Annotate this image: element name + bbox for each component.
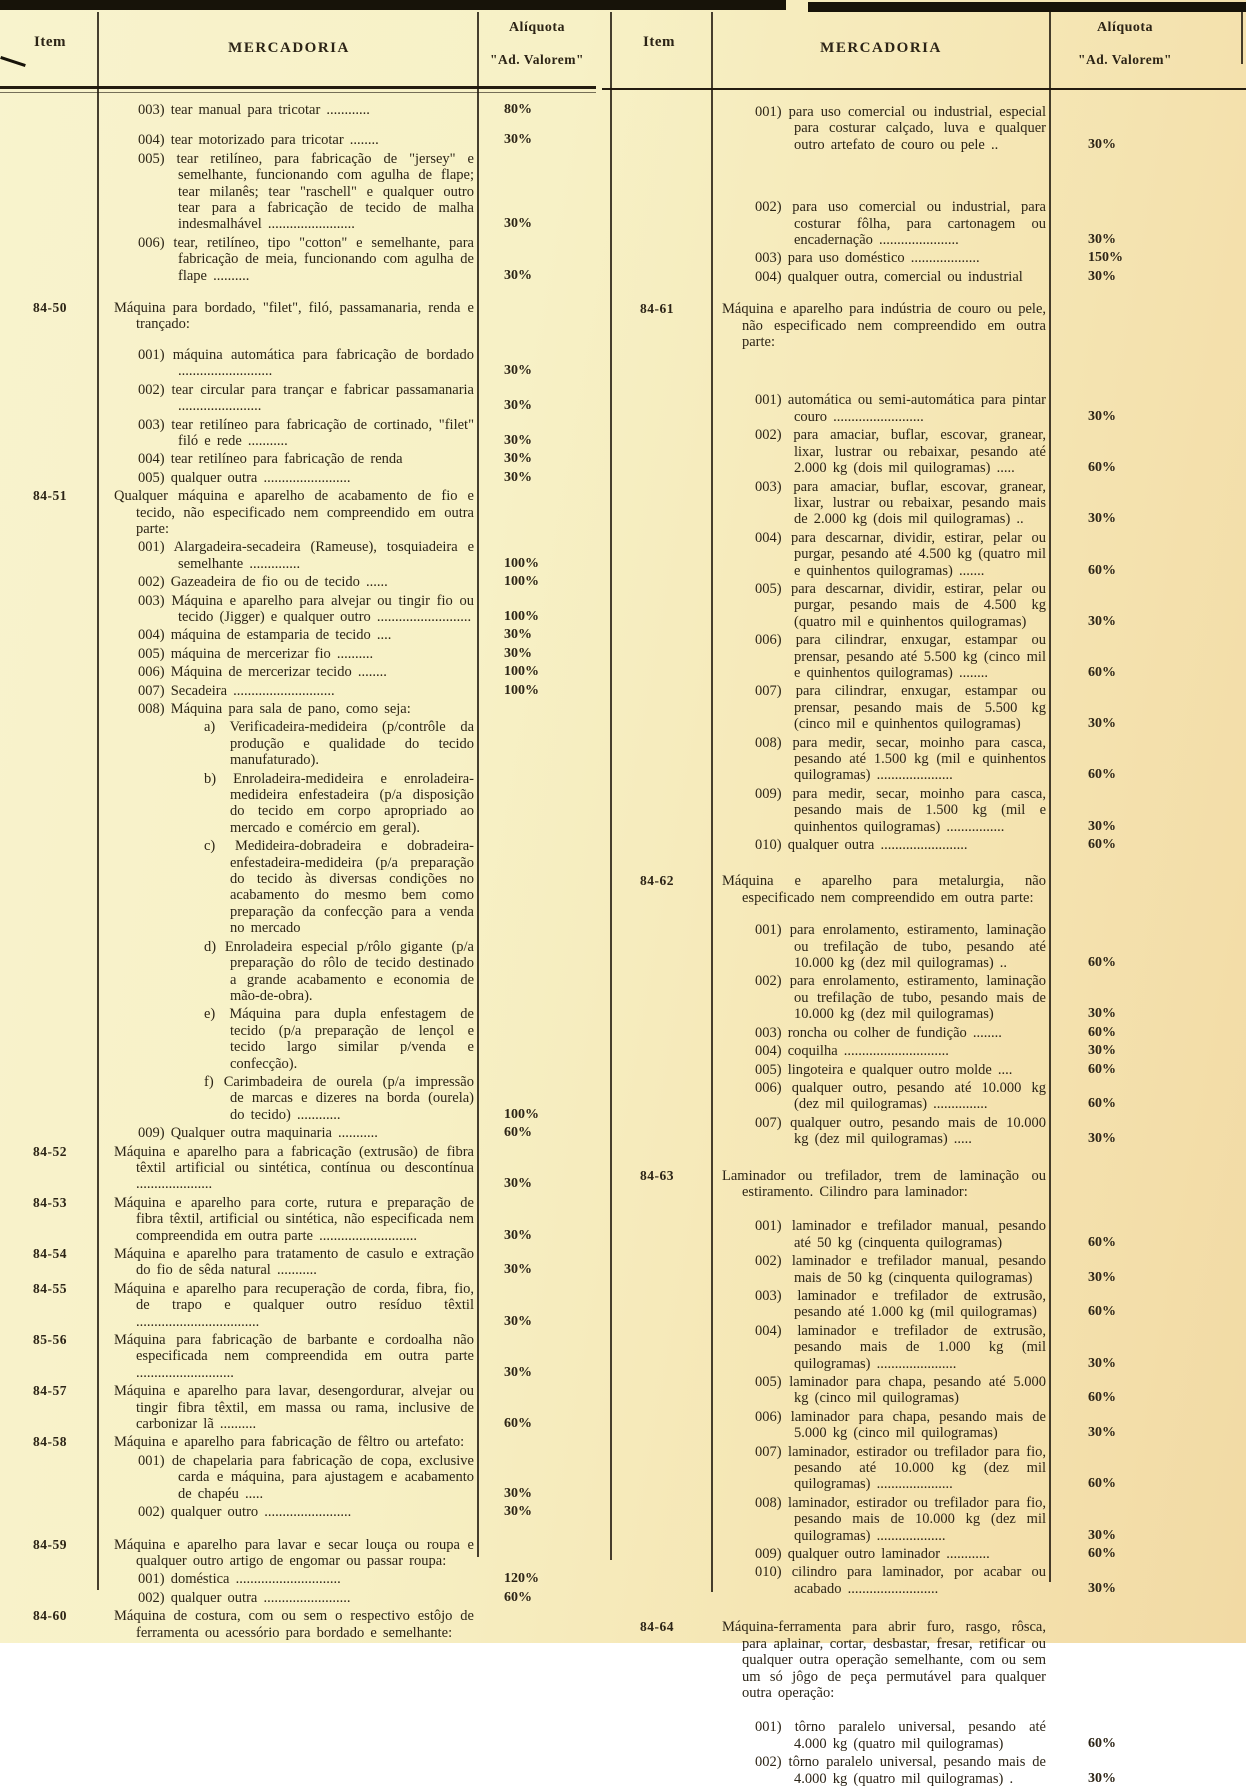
tariff-row: [602, 1062, 1246, 1078]
row-rate: 60%: [504, 1589, 532, 1605]
tariff-row: [0, 1537, 596, 1570]
tariff-row: [0, 1125, 596, 1141]
tariff-row: [602, 581, 1246, 630]
tariff-row: [602, 683, 1246, 732]
row-rate: 60%: [1088, 955, 1116, 971]
row-rate: 30%: [1088, 1006, 1116, 1022]
row-description: 002) qualquer outro ........................: [138, 1504, 352, 1521]
row-rate: 100%: [504, 608, 539, 624]
tariff-row: [0, 488, 596, 537]
row-rate: 60%: [1088, 1096, 1116, 1112]
tariff-row: [0, 627, 596, 643]
tariff-row: [0, 771, 596, 837]
tariff-row: [0, 683, 596, 699]
tariff-row: [0, 151, 596, 233]
tariff-row: [0, 1590, 596, 1606]
row-description: 002) laminador e trefilador manual, pesando mais de 50 kg (cinquenta quilogramas): [755, 1253, 1046, 1286]
tariff-row: [602, 199, 1246, 248]
row-rate: 30%: [504, 1364, 532, 1380]
tariff-row: [602, 1115, 1246, 1148]
row-description: Máquina e aparelho para a fabricação (extrusão) de fibra têxtil artificial ou sintética, contínua ou descontínua .....................: [114, 1143, 474, 1193]
row-rate: 100%: [504, 574, 539, 590]
row-rate: 30%: [504, 1262, 532, 1278]
row-description: 002) qualquer outra ........................: [138, 1589, 351, 1606]
row-rate: 30%: [504, 627, 532, 643]
right-column-header-item: Item: [643, 34, 675, 50]
row-rate: 30%: [504, 1504, 532, 1520]
row-description: 008) para medir, secar, moinho para casca, pesando até 1.500 kg (mil e quinhentos quilogramas) .....................: [755, 734, 1046, 784]
row-description: Máquina e aparelho para lavar, desengordurar, alvejar ou tingir fibra têxtil, em massa ou rama, inclusive de carbonizar lã ..........: [114, 1383, 474, 1433]
row-rate: 30%: [504, 432, 532, 448]
tariff-row: [602, 250, 1246, 266]
row-rate: 60%: [1088, 1024, 1116, 1040]
row-description: 002) para amaciar, buflar, escovar, granear, lixar, lustrar ou rebaixar, pesando até 2.000 kg (dois mil quilogramas) .....: [755, 427, 1046, 477]
tariff-row: [0, 1006, 596, 1072]
tariff-row: [602, 392, 1246, 425]
tariff-row: [602, 301, 1246, 350]
row-description: Máquina de costura, com ou sem o respectivo estôjo de ferramenta ou acessório para bordado e semelhante:: [114, 1608, 474, 1641]
tariff-row: [602, 479, 1246, 528]
row-description: 001) laminador e trefilador manual, pesando até 50 kg (cinquenta quilogramas): [755, 1218, 1046, 1251]
row-description: Máquina e aparelho para indústria de couro ou pele, não especificado nem compreendido em outra parte:: [722, 301, 1046, 351]
left-table-body: [0, 96, 596, 1641]
tariff-row: [602, 837, 1246, 853]
row-description: 002) tear circular para trançar e fabricar passamanaria .......................: [138, 381, 474, 415]
row-description: 001) de chapelaria para fabricação de copa, exclusive carda e máquina, para ajustagem e acabamento de chapéu .....: [138, 1452, 474, 1502]
row-rate: 30%: [504, 451, 532, 467]
tariff-row: [602, 269, 1246, 285]
row-rate: 30%: [504, 132, 532, 148]
tariff-row: [0, 1571, 596, 1587]
row-description: 003) para amaciar, buflar, escovar, granear, lixar, lustrar ou rebaixar, pesando mais de 2.000 kg (dois mil quilogramas) ..: [755, 478, 1046, 528]
row-rate: 60%: [1088, 562, 1116, 578]
item-code: 84-57: [33, 1383, 67, 1399]
row-rate: 100%: [504, 1106, 539, 1122]
row-rate: 100%: [504, 682, 539, 698]
row-rate: 30%: [504, 1176, 532, 1192]
row-rate: 80%: [504, 102, 532, 117]
row-description: 003) roncha ou colher de fundição ........: [755, 1024, 1002, 1041]
row-description: 005) qualquer outra ........................: [138, 469, 351, 486]
tariff-row: [0, 300, 596, 333]
top-bar-right: [808, 2, 1246, 12]
row-description: 002) para uso comercial ou industrial, para costurar fôlha, para cartonagem ou encadernação ......................: [755, 199, 1046, 249]
row-description: Laminador ou trefilador, trem de laminação ou estiramento. Cilindro para laminador:: [722, 1167, 1046, 1200]
row-rate: 30%: [504, 216, 532, 232]
tariff-row: [0, 132, 596, 148]
row-rate: 100%: [504, 664, 539, 680]
tariff-row: [602, 1288, 1246, 1321]
left-column-header-mercadoria: MERCADORIA: [228, 40, 350, 56]
row-rate: 30%: [1088, 1355, 1116, 1371]
row-rate: 60%: [1088, 767, 1116, 783]
left-header-rule: [0, 86, 596, 89]
right-table-body: [602, 96, 1246, 1787]
item-code: 84-62: [640, 873, 674, 889]
tariff-row: [602, 632, 1246, 681]
tariff-row: [602, 1168, 1246, 1201]
row-rate: 60%: [504, 1416, 532, 1432]
tariff-row: [602, 104, 1246, 153]
tariff-row: [602, 1546, 1246, 1562]
tariff-row: [602, 973, 1246, 1022]
tariff-row: [0, 1246, 596, 1279]
item-code: 84-58: [33, 1434, 67, 1450]
tariff-row: [0, 1332, 596, 1381]
row-description: 004) máquina de estamparia de tecido ....: [138, 627, 392, 644]
row-rate: 30%: [1088, 1527, 1116, 1543]
item-code: 84-63: [640, 1167, 674, 1183]
tariff-row: [602, 786, 1246, 835]
item-code: 84-61: [640, 301, 674, 317]
row-description: 005) tear retilíneo, para fabricação de "jersey" e semelhante, funcionando com agulha de flape; tear milanês; tear "raschell" e qualquer outro tear para a fabricação de tecido de malha indesmalhável ........................: [138, 150, 474, 233]
tariff-row: [0, 838, 596, 936]
row-rate: 30%: [504, 1485, 532, 1501]
row-rate: 30%: [504, 469, 532, 485]
tariff-row: [602, 1409, 1246, 1442]
row-description: 007) qualquer outro, pesando mais de 10.000 kg (dez mil quilogramas) .....: [755, 1114, 1046, 1148]
tariff-row: [602, 530, 1246, 579]
row-description: 003) laminador e trefilador de extrusão, pesando até 1.000 kg (mil quilogramas): [755, 1287, 1046, 1321]
tariff-row: [0, 646, 596, 662]
row-rate: 30%: [1088, 511, 1116, 527]
row-description: 010) cilindro para laminador, por acabar ou acabado .........................: [755, 1564, 1046, 1597]
row-description: 007) laminador, estirador ou trefilador para fio, pesando até 10.000 kg (dez mil quilogramas) .....................: [755, 1443, 1046, 1493]
row-description: d) Enroladeira especial p/rôlo gigante (p/a preparação do rôlo de tecido destinado a grande acabamento e economia de mão-de-obra).: [204, 938, 474, 1004]
row-rate: 60%: [504, 1125, 532, 1141]
row-rate: 30%: [1088, 408, 1116, 424]
right-column-header-aliquota: Alíquota: [1096, 20, 1154, 35]
tariff-row: [0, 102, 596, 118]
tariff-row: [602, 427, 1246, 476]
row-description: 003) Máquina e aparelho para alvejar ou tingir fio ou tecido (Jigger) e qualquer outro ..........................: [138, 592, 474, 625]
row-rate: 30%: [504, 398, 532, 414]
row-rate: 60%: [1088, 1061, 1116, 1077]
item-code: 84-53: [33, 1194, 67, 1210]
row-description: 004) tear retilíneo para fabricação de renda: [138, 451, 403, 468]
row-rate: 30%: [504, 363, 532, 379]
tariff-row: [0, 539, 596, 572]
tariff-row: [602, 1619, 1246, 1701]
item-code: 84-55: [33, 1280, 67, 1296]
item-code: 84-64: [640, 1619, 674, 1635]
row-rate: 30%: [1088, 818, 1116, 834]
tariff-row: [602, 735, 1246, 784]
row-description: 003) para uso doméstico ...................: [755, 250, 980, 267]
row-description: Máquina e aparelho para lavar e secar louça ou roupa e qualquer outro artigo de engomar ou passar roupa:: [114, 1536, 474, 1569]
item-code: 84-52: [33, 1143, 67, 1159]
tariff-row: [602, 1043, 1246, 1059]
row-rate: 30%: [1088, 136, 1116, 152]
row-description: 004) laminador e trefilador de extrusão, pesando mais de 1.000 kg (mil quilogramas) ......................: [755, 1322, 1046, 1372]
row-description: 005) para descarnar, dividir, estirar, pelar ou purgar, pesando mais de 4.500 kg (quatro mil e quinhentos quilogramas): [755, 580, 1046, 630]
item-code: 84-50: [33, 300, 67, 316]
row-description: 007) Secadeira ............................: [138, 682, 335, 699]
row-description: Máquina e aparelho para fabricação de fêltro ou artefato:: [114, 1434, 465, 1451]
tariff-row: [602, 1253, 1246, 1286]
row-description: 009) para medir, secar, moinho para casca, pesando mais de 1.500 kg (mil e quinhentos quilogramas) ................: [755, 785, 1046, 835]
row-description: 004) qualquer outra, comercial ou industrial: [755, 268, 1023, 285]
row-rate: 30%: [504, 267, 532, 283]
row-rate: 30%: [1088, 716, 1116, 732]
tariff-row: [0, 1144, 596, 1193]
row-description: 002) tôrno paralelo universal, pesando mais de 4.000 kg (quatro mil quilogramas) .: [755, 1754, 1046, 1787]
row-description: c) Medideira-dobradeira e dobradeira-enfestadeira-medideira (p/a preparação do tecido às diversas condições no acabamento do mesmo bem como preparação da confecção para a venda no mercado: [204, 838, 474, 937]
row-description: 002) Gazeadeira de fio ou de tecido ......: [138, 574, 388, 591]
row-description: 006) laminador para chapa, pesando mais de 5.000 kg (cinco mil quilogramas): [755, 1408, 1046, 1442]
tariff-row: [602, 1374, 1246, 1407]
row-rate: 100%: [504, 555, 539, 571]
row-rate: 30%: [1088, 1131, 1116, 1147]
row-description: 001) para enrolamento, estiramento, laminação ou trefilação de tubo, pesando até 10.000 kg (dez mil quilogramas) ..: [755, 922, 1046, 972]
row-rate: 60%: [1088, 1735, 1116, 1751]
row-description: 005) máquina de mercerizar fio ..........: [138, 645, 374, 662]
tariff-row: [0, 1074, 596, 1123]
tariff-row: [0, 574, 596, 590]
item-code: 84-60: [33, 1608, 67, 1624]
row-description: 005) lingoteira e qualquer outro molde ....: [755, 1061, 1013, 1078]
row-description: b) Enroladeira-medideira e enroladeira-medideira enfestadeira (p/a disposição do tecido em corpo apropriado ao mercado e comércio em geral).: [204, 770, 474, 836]
tariff-row: [602, 1495, 1246, 1544]
top-bar-left: [0, 0, 786, 10]
tariff-row: [0, 382, 596, 415]
tariff-row: [0, 593, 596, 626]
row-rate: 60%: [1088, 664, 1116, 680]
row-description: Máquina e aparelho para corte, rutura e preparação de fibra têxtil, artificial ou sintética, não especificada nem compreendida em outra parte ...........................: [114, 1194, 474, 1244]
left-column-header-aliquota: Alíquota: [508, 20, 566, 35]
row-description: e) Máquina para dupla enfestagem de tecido (p/a preparação de lençol e tecido largo similar p/venda e confecção).: [204, 1006, 474, 1072]
row-description: 003) tear manual para tricotar ............: [138, 102, 370, 118]
row-description: Máquina e aparelho para tratamento de casulo e extração do fio de sêda natural ...........: [114, 1246, 474, 1279]
row-description: Máquina e aparelho para metalurgia, não especificado nem compreendido em outra parte:: [722, 873, 1046, 906]
tariff-row: [602, 1218, 1246, 1251]
row-rate: 120%: [504, 1571, 539, 1587]
row-description: 006) qualquer outro, pesando até 10.000 kg (dez mil quilogramas) ...............: [755, 1079, 1046, 1113]
tariff-row: [0, 1383, 596, 1432]
tariff-row: [602, 1564, 1246, 1597]
right-header-rule: [602, 88, 1246, 90]
tariff-row: [602, 1323, 1246, 1372]
row-rate: 30%: [1088, 232, 1116, 248]
row-description: 001) automática ou semi-automática para pintar couro .........................: [755, 392, 1046, 425]
tariff-row: [0, 417, 596, 450]
tariff-row: [602, 1719, 1246, 1752]
tariff-row: [602, 1080, 1246, 1113]
tariff-row: [0, 719, 596, 768]
row-rate: 60%: [1088, 460, 1116, 476]
row-rate: 60%: [1088, 1390, 1116, 1406]
page-right-edge-rule: [1241, 12, 1243, 64]
tariff-row: [0, 664, 596, 680]
item-code: 84-51: [33, 488, 67, 504]
row-description: Qualquer máquina e aparelho de acabamento de fio e tecido, não especificado nem compreendido em outra parte:: [114, 488, 474, 537]
row-rate: 30%: [1088, 1425, 1116, 1441]
row-description: 001) para uso comercial ou industrial, especial para costurar calçado, luva e qualquer outro artefato de couro ou pele ..: [755, 104, 1046, 153]
row-rate: 30%: [504, 1313, 532, 1329]
row-rate: 30%: [504, 645, 532, 661]
tariff-row: [0, 347, 596, 380]
row-description: Máquina para fabricação de barbante e cordoalha não especificada nem compreendida em outra parte ...........................: [114, 1332, 474, 1381]
row-description: 004) para descarnar, dividir, estirar, pelar ou purgar, pesando até 4.500 kg (quatro mil e quinhentos quilogramas) .......: [755, 529, 1046, 579]
tariff-row: [0, 701, 596, 717]
row-description: 009) Qualquer outra maquinaria ...........: [138, 1125, 378, 1142]
row-rate: 30%: [1088, 1043, 1116, 1059]
row-description: 004) coquilha .............................: [755, 1043, 949, 1060]
tariff-row: [0, 1608, 596, 1641]
row-description: 002) para enrolamento, estiramento, laminação ou trefilação de tubo, pesando mais de 10.000 kg (dez mil quilogramas): [755, 973, 1046, 1023]
tariff-row: [602, 873, 1246, 906]
row-rate: 30%: [1088, 268, 1116, 284]
row-description: 006) para cilindrar, enxugar, estampar ou prensar, pesando até 5.500 kg (cinco mil e quinhentos quilogramas) ........: [755, 632, 1046, 681]
row-description: a) Verificadeira-medideira (p/contrôle da produção e qualidade do tecido manufaturado).: [204, 719, 474, 769]
tariff-row: [0, 1195, 596, 1244]
row-rate: 150%: [1088, 250, 1123, 266]
row-description: 010) qualquer outra ........................: [755, 837, 968, 854]
row-rate: 30%: [1088, 1770, 1116, 1786]
row-description: 009) qualquer outro laminador ............: [755, 1546, 990, 1563]
printers-mark: [0, 56, 26, 67]
row-rate: 60%: [1088, 1476, 1116, 1492]
row-rate: 60%: [1088, 837, 1116, 853]
row-description: 008) Máquina para sala de pano, como seja:: [138, 701, 411, 717]
item-code: 84-54: [33, 1246, 67, 1261]
left-header-rule-echo: [0, 92, 596, 93]
tariff-row: [0, 1453, 596, 1502]
tariff-row: [0, 1434, 596, 1450]
tariff-row: [0, 939, 596, 1005]
row-description: 003) tear retilíneo para fabricação de cortinado, "filet" filó e rede ...........: [138, 416, 474, 449]
tariff-row: [0, 470, 596, 486]
row-description: Máquina e aparelho para recuperação de corda, fibra, fio, de trapo e qualquer outro resíduo têxtil ..................................: [114, 1280, 474, 1330]
row-rate: 30%: [1088, 1580, 1116, 1596]
row-description: 008) laminador, estirador ou trefilador para fio, pesando mais de 10.000 kg (dez mil quilogramas) ...................: [755, 1494, 1046, 1544]
row-description: 007) para cilindrar, enxugar, estampar ou prensar, pesando mais de 5.500 kg (cinco mil e quinhentos quilogramas): [755, 683, 1046, 733]
row-description: 001) Alargadeira-secadeira (Rameuse), tosquiadeira e semelhante ..............: [138, 539, 474, 572]
item-code: 84-59: [33, 1536, 67, 1552]
row-description: f) Carimbadeira de ourela (p/a impressão de marcas e dizeres na borda (ourela) do tecido) ............: [204, 1073, 474, 1123]
row-description: Máquina para bordado, "filet", filó, passamanaria, renda e trançado:: [114, 300, 474, 333]
tariff-row: [0, 451, 596, 467]
tariff-row: [602, 1025, 1246, 1041]
tariff-row: [0, 1281, 596, 1330]
row-description: 006) Máquina de mercerizar tecido ........: [138, 664, 387, 681]
row-description: 001) doméstica .............................: [138, 1571, 341, 1588]
row-description: 001) máquina automática para fabricação de bordado ..........................: [138, 346, 474, 380]
item-code: 85-56: [33, 1332, 67, 1348]
row-description: 004) tear motorizado para tricotar ........: [138, 132, 379, 149]
row-rate: 60%: [1088, 1546, 1116, 1562]
row-rate: 60%: [1088, 1234, 1116, 1250]
row-rate: 30%: [504, 1227, 532, 1243]
row-rate: 30%: [1088, 1269, 1116, 1285]
row-description: 001) tôrno paralelo universal, pesando até 4.000 kg (quatro mil quilogramas): [755, 1719, 1046, 1752]
tariff-row: [0, 1504, 596, 1520]
tariff-row: [0, 235, 596, 284]
tariff-row: [602, 1444, 1246, 1493]
tariff-row: [602, 922, 1246, 971]
row-rate: 60%: [1088, 1304, 1116, 1320]
row-description: 006) tear, retilíneo, tipo "cotton" e semelhante, para fabricação de meia, funcionando com agulha de flape ..........: [138, 234, 474, 284]
row-description: 005) laminador para chapa, pesando até 5.000 kg (cinco mil quilogramas): [755, 1374, 1046, 1407]
left-column-header-advalorem: "Ad. Valorem": [490, 52, 584, 67]
right-column-header-mercadoria: MERCADORIA: [820, 40, 942, 56]
row-rate: 30%: [1088, 613, 1116, 629]
tariff-row: [602, 1754, 1246, 1787]
row-description: Máquina-ferramenta para abrir furo, rasgo, rôsca, para aplainar, cortar, desbastar, fresar, retificar ou qualquer outra operação semelhante, com ou sem um só jôgo de peça permutável para qualquer outra operação:: [722, 1619, 1046, 1701]
right-column-header-advalorem: "Ad. Valorem": [1078, 52, 1172, 67]
left-column-header-item: Item: [34, 34, 66, 50]
